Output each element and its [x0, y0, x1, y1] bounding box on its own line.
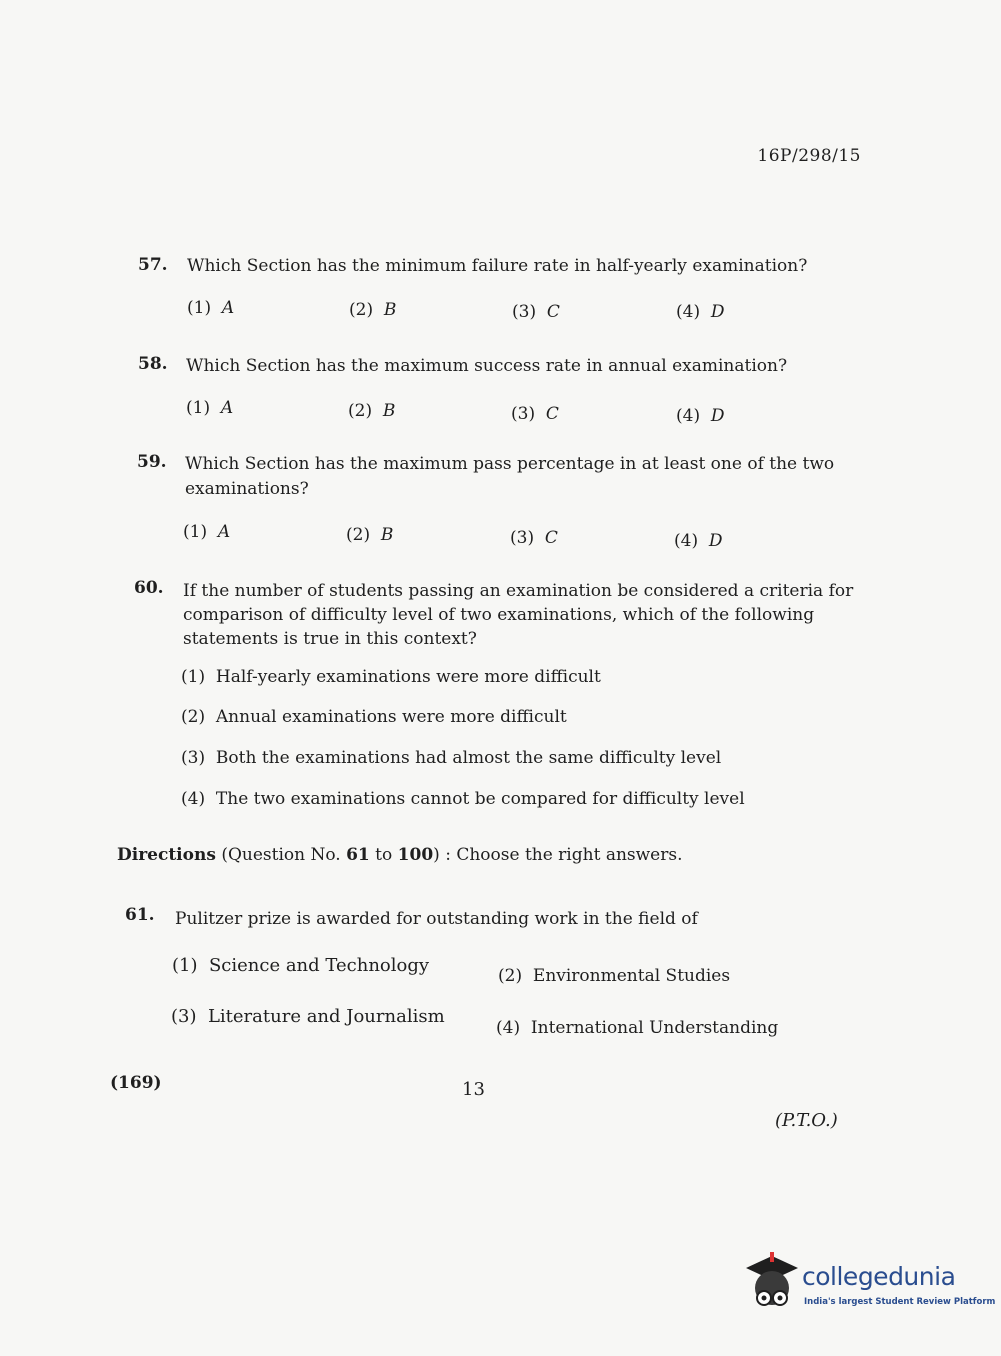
question-text-line-2: examinations?	[185, 479, 309, 499]
question-text-line-1: Which Section has the maximum pass percentage in at least one of the two	[185, 454, 835, 474]
directions-label: Directions	[117, 845, 216, 865]
question-text: Which Section has the minimum failure rate in half-yearly examination?	[187, 256, 808, 276]
option-3: (3) Both the examinations had almost the same difficulty level	[181, 748, 722, 768]
question-text: Which Section has the maximum success rate in annual examination?	[186, 356, 788, 376]
option-2: (2) Environmental Studies	[498, 966, 731, 986]
mascot-icon	[742, 1250, 800, 1316]
option-3: (3) C	[510, 528, 558, 548]
question-text-line-3: statements is true in this context?	[183, 629, 477, 649]
option-2: (2) B	[348, 401, 396, 421]
option-1: (1) A	[183, 522, 231, 542]
option-3: (3) Literature and Journalism	[171, 1006, 445, 1027]
option-4: (4) D	[676, 302, 725, 322]
option-2: (2) Annual examinations were more difficult	[181, 707, 567, 727]
logo-name: collegedunia	[802, 1262, 956, 1291]
option-1: (1) Science and Technology	[172, 955, 430, 976]
directions: Directions (Question No. 61 to 100) : Choose the right answers.	[117, 845, 683, 865]
option-1: (1) A	[186, 398, 234, 418]
question-text-line-1: If the number of students passing an examination be considered a criteria for	[183, 581, 854, 601]
option-3: (3) C	[511, 404, 559, 424]
question-number: 57.	[138, 255, 168, 275]
question-text: Pulitzer prize is awarded for outstanding work in the field of	[175, 909, 698, 929]
option-3: (3) C	[512, 302, 560, 322]
option-4: (4) D	[676, 406, 725, 426]
option-1: (1) Half-yearly examinations were more difficult	[181, 667, 601, 687]
question-text-line-2: comparison of difficulty level of two examinations, which of the following	[183, 605, 815, 625]
collegedunia-logo	[742, 1248, 996, 1318]
logo-tagline: India's largest Student Review Platform	[804, 1297, 996, 1307]
page-number: 13	[462, 1079, 485, 1100]
option-4: (4) D	[674, 531, 723, 551]
paper-code: 16P/298/15	[757, 146, 861, 166]
question-number: 58.	[138, 354, 168, 374]
question-number: 60.	[134, 578, 164, 598]
pto-note: (P.T.O.)	[775, 1110, 838, 1131]
question-number: 59.	[137, 452, 167, 472]
option-1: (1) A	[187, 298, 235, 318]
option-4: (4) International Understanding	[496, 1018, 779, 1038]
footer-code: (169)	[110, 1073, 162, 1093]
option-2: (2) B	[346, 525, 394, 545]
option-2: (2) B	[349, 300, 397, 320]
question-number: 61.	[125, 905, 155, 925]
option-4: (4) The two examinations cannot be compared for difficulty level	[181, 789, 745, 809]
